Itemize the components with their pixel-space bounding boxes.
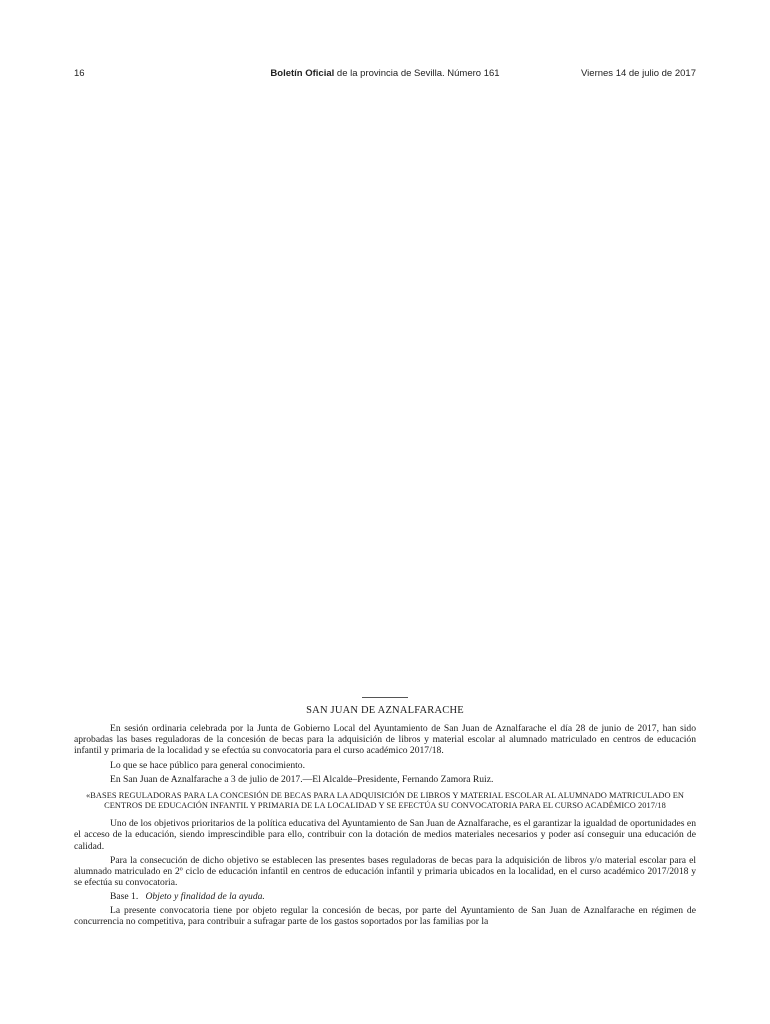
issue-date: Viernes 14 de julio de 2017 [581, 68, 696, 79]
base-label: Base 1. [110, 891, 139, 903]
page-number: 16 [74, 68, 85, 79]
intro-paragraph: En sesión ordinaria celebrada por la Junta de Gobierno Local del Ayuntamiento de San Juan de Aznalfarache el día 28 de junio de 2017, han sido aprobadas las bases reguladoras de la concesión de becas para la adquisición de libros y material escolar al alumnado matriculado en centros de educación infantil y primaria de la localidad y se efectúa su convocatoria para el curso académico 2017/18. [74, 723, 696, 757]
base-heading [74, 891, 696, 902]
publication-name-rest: de la provincia de Sevilla. Número 161 [334, 68, 500, 79]
page-header [74, 68, 696, 82]
body-paragraph: Para la consecución de dicho objetivo se establecen las presentes bases reguladoras de becas para la adquisición de libros y/o material escolar para el alumnado matriculado en 2º ciclo de educación infantil en centros de educación infantil y primaria ubicados en la localidad, en el curso académico 2017/2018 y se efectúa su convocatoria. [74, 854, 696, 889]
publication-name-bold: Boletín Oficial [270, 68, 335, 79]
section-title: SAN JUAN DE AZNALFARACHE [306, 705, 464, 716]
final-paragraph: La presente convocatoria tiene por objeto regular la concesión de becas, por parte del Ayuntamiento de San Juan de Aznalfarache en régimen de concurrencia no competitiva, para contribuir a sufragar parte de los gastos soportados por las familias por la [74, 904, 696, 927]
section-content [74, 697, 696, 930]
body-paragraph: Uno de los objetivos prioritarios de la política educativa del Ayuntamiento de San Juan de Aznalfarache, es el garantizar la igualdad de oportunidades en el acceso de la educación, siendo imprescindible para ello, contribuir con la dotación de medios materiales necesarios y poder así conseguir una educación de calidad. [74, 818, 696, 852]
base-title: Objeto y finalidad de la ayuda. [145, 891, 265, 903]
signature-paragraph: En San Juan de Aznalfarache a 3 de julio de 2017.—El Alcalde–Presidente, Fernando Zamora Ruiz. [110, 773, 494, 785]
bases-title: «BASES REGULADORAS PARA LA CONCESIÓN DE BECAS PARA LA ADQUISICIÓN DE LIBROS Y MATERIAL ESCOLAR AL ALUMNADO MATRICULADO EN CENTROS DE EDUCACIÓN INFANTIL Y PRIMARIA DE LA LOCALIDAD Y SE EFECTÚA SU CONVOCATORIA PARA EL CURSO ACADÉMICO 2017/18 [86, 791, 684, 810]
public-notice-paragraph: Lo que se hace público para general conocimiento. [110, 759, 305, 771]
section-divider [362, 697, 408, 698]
